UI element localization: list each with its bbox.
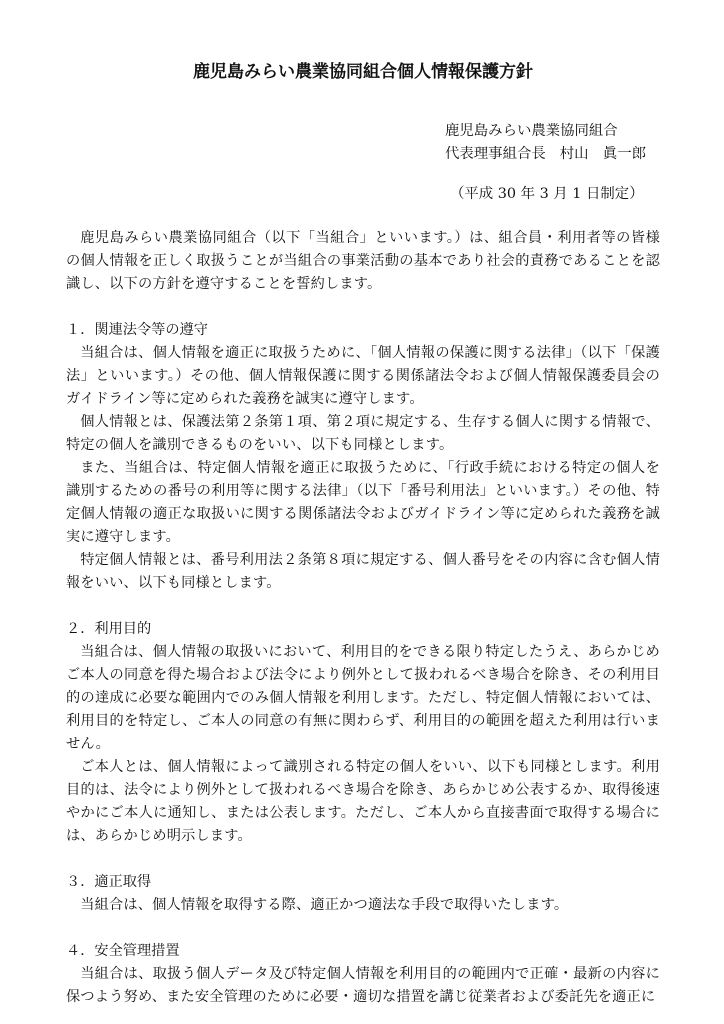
section-acquisition bbox=[66, 871, 660, 917]
section-heading bbox=[66, 871, 660, 894]
enactment-date: （平成 30 年 3 月 1 日制定） bbox=[450, 186, 644, 202]
section-heading bbox=[66, 940, 660, 963]
representative-role: 代表理事組合長 bbox=[445, 146, 546, 162]
section-paragraph: ご本人とは、個人情報によって識別される特定の個人をいい、以下も同様とします。利用目的は、法令により例外として扱われるべき場合を除き、あらかじめ公表するか、取得後速やかにご本人に通知し、または公表します。ただし、ご本人から直接書面で取得する場合には、あらかじめ明示します。 bbox=[66, 759, 660, 844]
issuer-block bbox=[445, 120, 646, 166]
section-paragraph: また、当組合は、特定個人情報を適正に取扱うために、「行政手続における特定の個人を識別するための番号の利用等に関する法律」（以下「番号利用法」といいます。）その他、特定個人情報の適正な取扱いに関する関係諸法令およびガイドライン等に定められた義務を誠実に遵守します。 bbox=[66, 460, 660, 545]
issuer-organization: 鹿児島みらい農業協同組合 bbox=[445, 123, 618, 139]
section-heading bbox=[66, 319, 660, 342]
issuer-representative bbox=[445, 143, 646, 166]
section-title: 利用目的 bbox=[94, 621, 152, 637]
section-number: ２． bbox=[66, 621, 95, 637]
section-title: 安全管理措置 bbox=[94, 943, 180, 959]
section-paragraph: 当組合は、取扱う個人データ及び特定個人情報を利用目的の範囲内で正確・最新の内容に保つよう努め、また安全管理のために必要・適切な措置を講じ従業者および委託先を適正に bbox=[66, 966, 660, 1005]
representative-name: 村山 眞一郎 bbox=[559, 146, 647, 162]
document-title: 鹿児島みらい農業協同組合個人情報保護方針 bbox=[193, 62, 533, 82]
section-title: 関連法令等の遵守 bbox=[94, 322, 208, 338]
section-title: 適正取得 bbox=[94, 874, 152, 890]
section-paragraph: 個人情報とは、保護法第２条第１項、第２項に規定する、生存する個人に関する情報で、特定の個人を識別できるものをいい、以下も同様とします。 bbox=[66, 414, 660, 453]
section-compliance bbox=[66, 319, 660, 595]
document-body bbox=[66, 227, 660, 1009]
section-purpose bbox=[66, 618, 660, 848]
section-security bbox=[66, 940, 660, 1009]
section-number: ３． bbox=[66, 874, 95, 890]
section-paragraph: 当組合は、個人情報を適正に取扱うために、「個人情報の保護に関する法律」（以下「保護法」といいます。）その他、個人情報保護に関する関係諸法令および個人情報保護委員会のガイドライン等に定められた義務を誠実に遵守します。 bbox=[66, 345, 660, 407]
section-heading bbox=[66, 618, 660, 641]
section-number: ４． bbox=[66, 943, 95, 959]
section-paragraph: 特定個人情報とは、番号利用法２条第８項に規定する、個人番号をその内容に含む個人情報をいい、以下も同様とします。 bbox=[66, 552, 660, 591]
preamble: 鹿児島みらい農業協同組合（以下「当組合」といいます。）は、組合員・利用者等の皆様の個人情報を正しく取扱うことが当組合の事業活動の基本であり社会的責務であることを認識し、以下の方針を遵守することを誓約します。 bbox=[66, 230, 660, 292]
section-paragraph: 当組合は、個人情報の取扱いにおいて、利用目的をできる限り特定したうえ、あらかじめご本人の同意を得た場合および法令により例外として扱われるべき場合を除き、その利用目的の達成に必要な範囲内でのみ個人情報を利用します。ただし、特定個人情報においては、利用目的を特定し、ご本人の同意の有無に関わらず、利用目的の範囲を超えた利用は行いません。 bbox=[66, 644, 660, 752]
section-paragraph: 当組合は、個人情報を取得する際、適正かつ適法な手段で取得いたします。 bbox=[80, 897, 569, 913]
section-number: １． bbox=[66, 322, 95, 338]
